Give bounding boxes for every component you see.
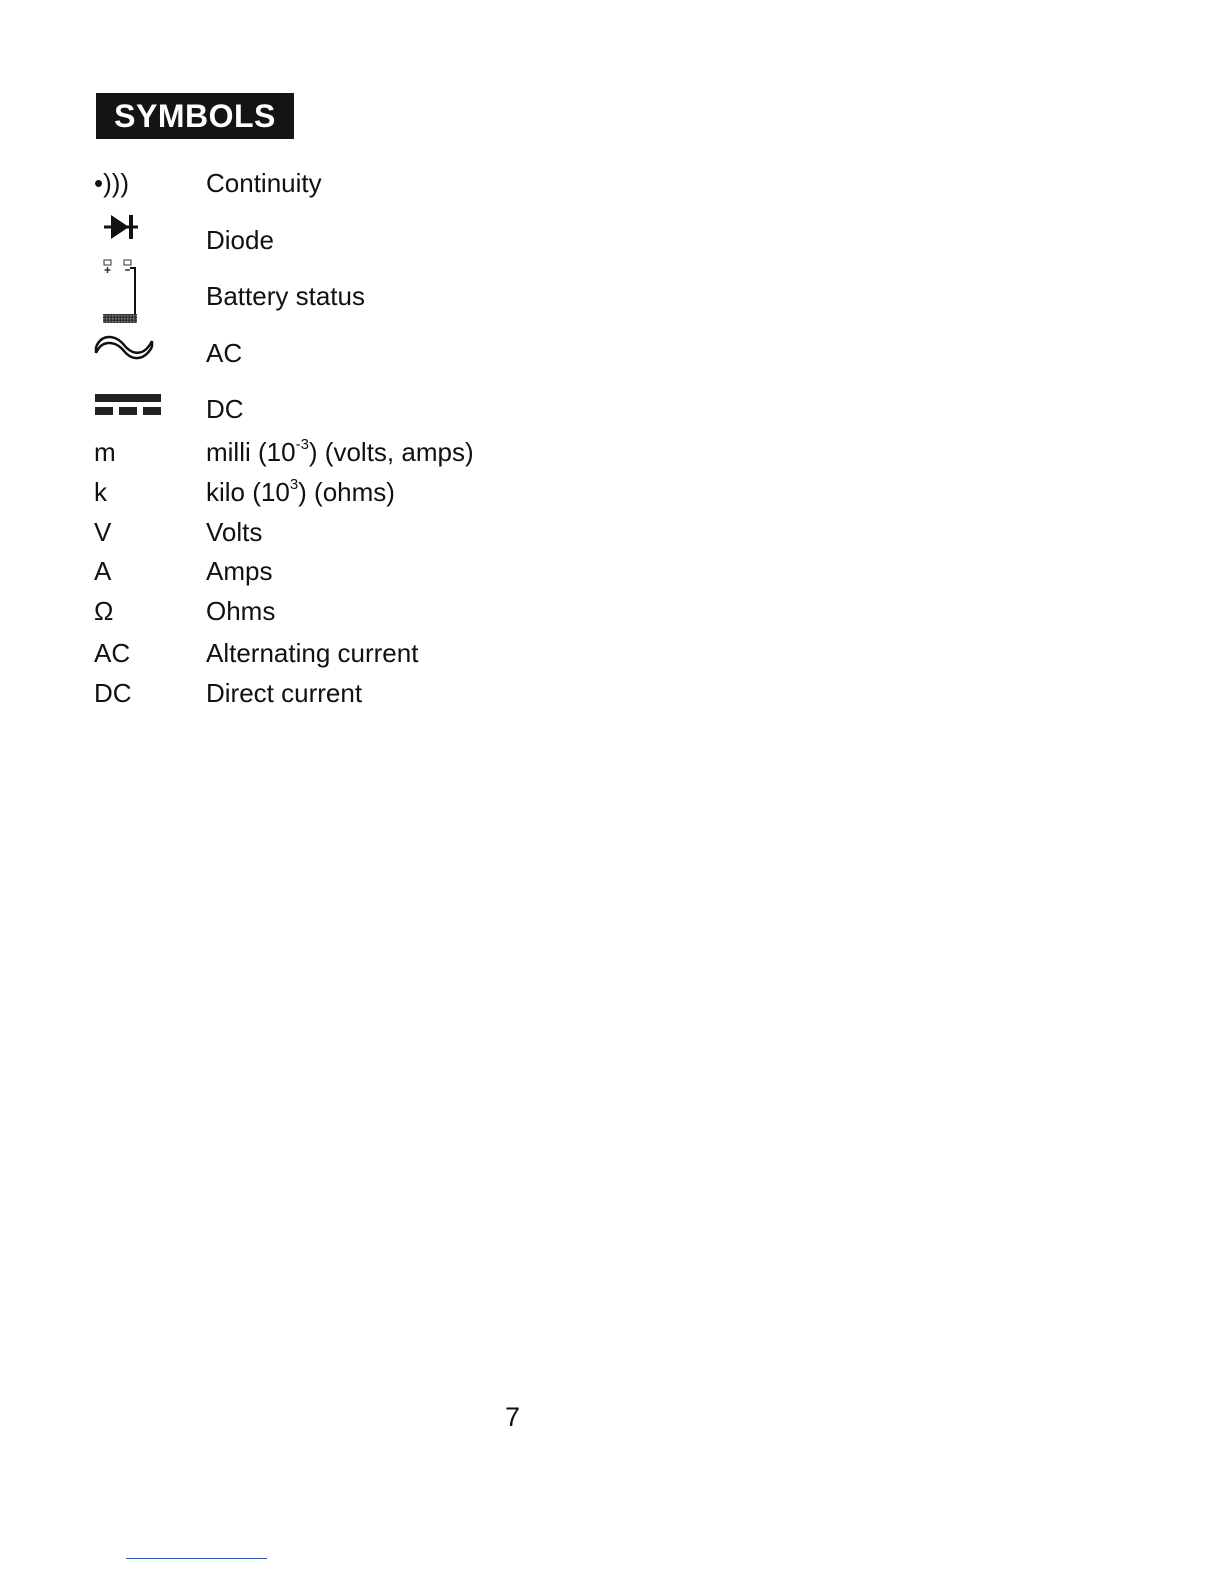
ac-wave-icon xyxy=(92,331,156,361)
battery-icon xyxy=(100,258,140,326)
alternating-current-description: Alternating current xyxy=(206,638,419,668)
amps-symbol: A xyxy=(94,556,112,586)
footer-rule xyxy=(126,1558,267,1559)
ac-description: AC xyxy=(206,338,243,368)
milli-symbol: m xyxy=(94,437,116,467)
ohms-symbol: Ω xyxy=(94,596,114,626)
dc-lines-icon xyxy=(94,392,162,418)
kilo-description: kilo $(10^3)$ (ohms) xyxy=(206,476,395,507)
section-heading: SYMBOLS xyxy=(96,93,294,139)
continuity-symbol: •))) xyxy=(94,168,130,198)
milli-description: milli $(10^{-3})$ (volts, amps) xyxy=(206,436,474,467)
continuity-description: Continuity xyxy=(206,168,322,198)
alternating-current-symbol: AC xyxy=(94,638,131,668)
ohms-description: Ohms xyxy=(206,596,276,626)
battery-description: Battery status xyxy=(206,281,365,311)
volts-symbol: V xyxy=(94,517,112,547)
kilo-symbol: k xyxy=(94,477,107,507)
page-number: 7 xyxy=(505,1402,521,1432)
volts-description: Volts xyxy=(206,517,263,547)
direct-current-symbol: DC xyxy=(94,678,132,708)
diode-icon xyxy=(102,212,140,242)
direct-current-description: Direct current xyxy=(206,678,363,708)
dc-description: DC xyxy=(206,394,244,424)
diode-description: Diode xyxy=(206,225,274,255)
amps-description: Amps xyxy=(206,556,273,586)
